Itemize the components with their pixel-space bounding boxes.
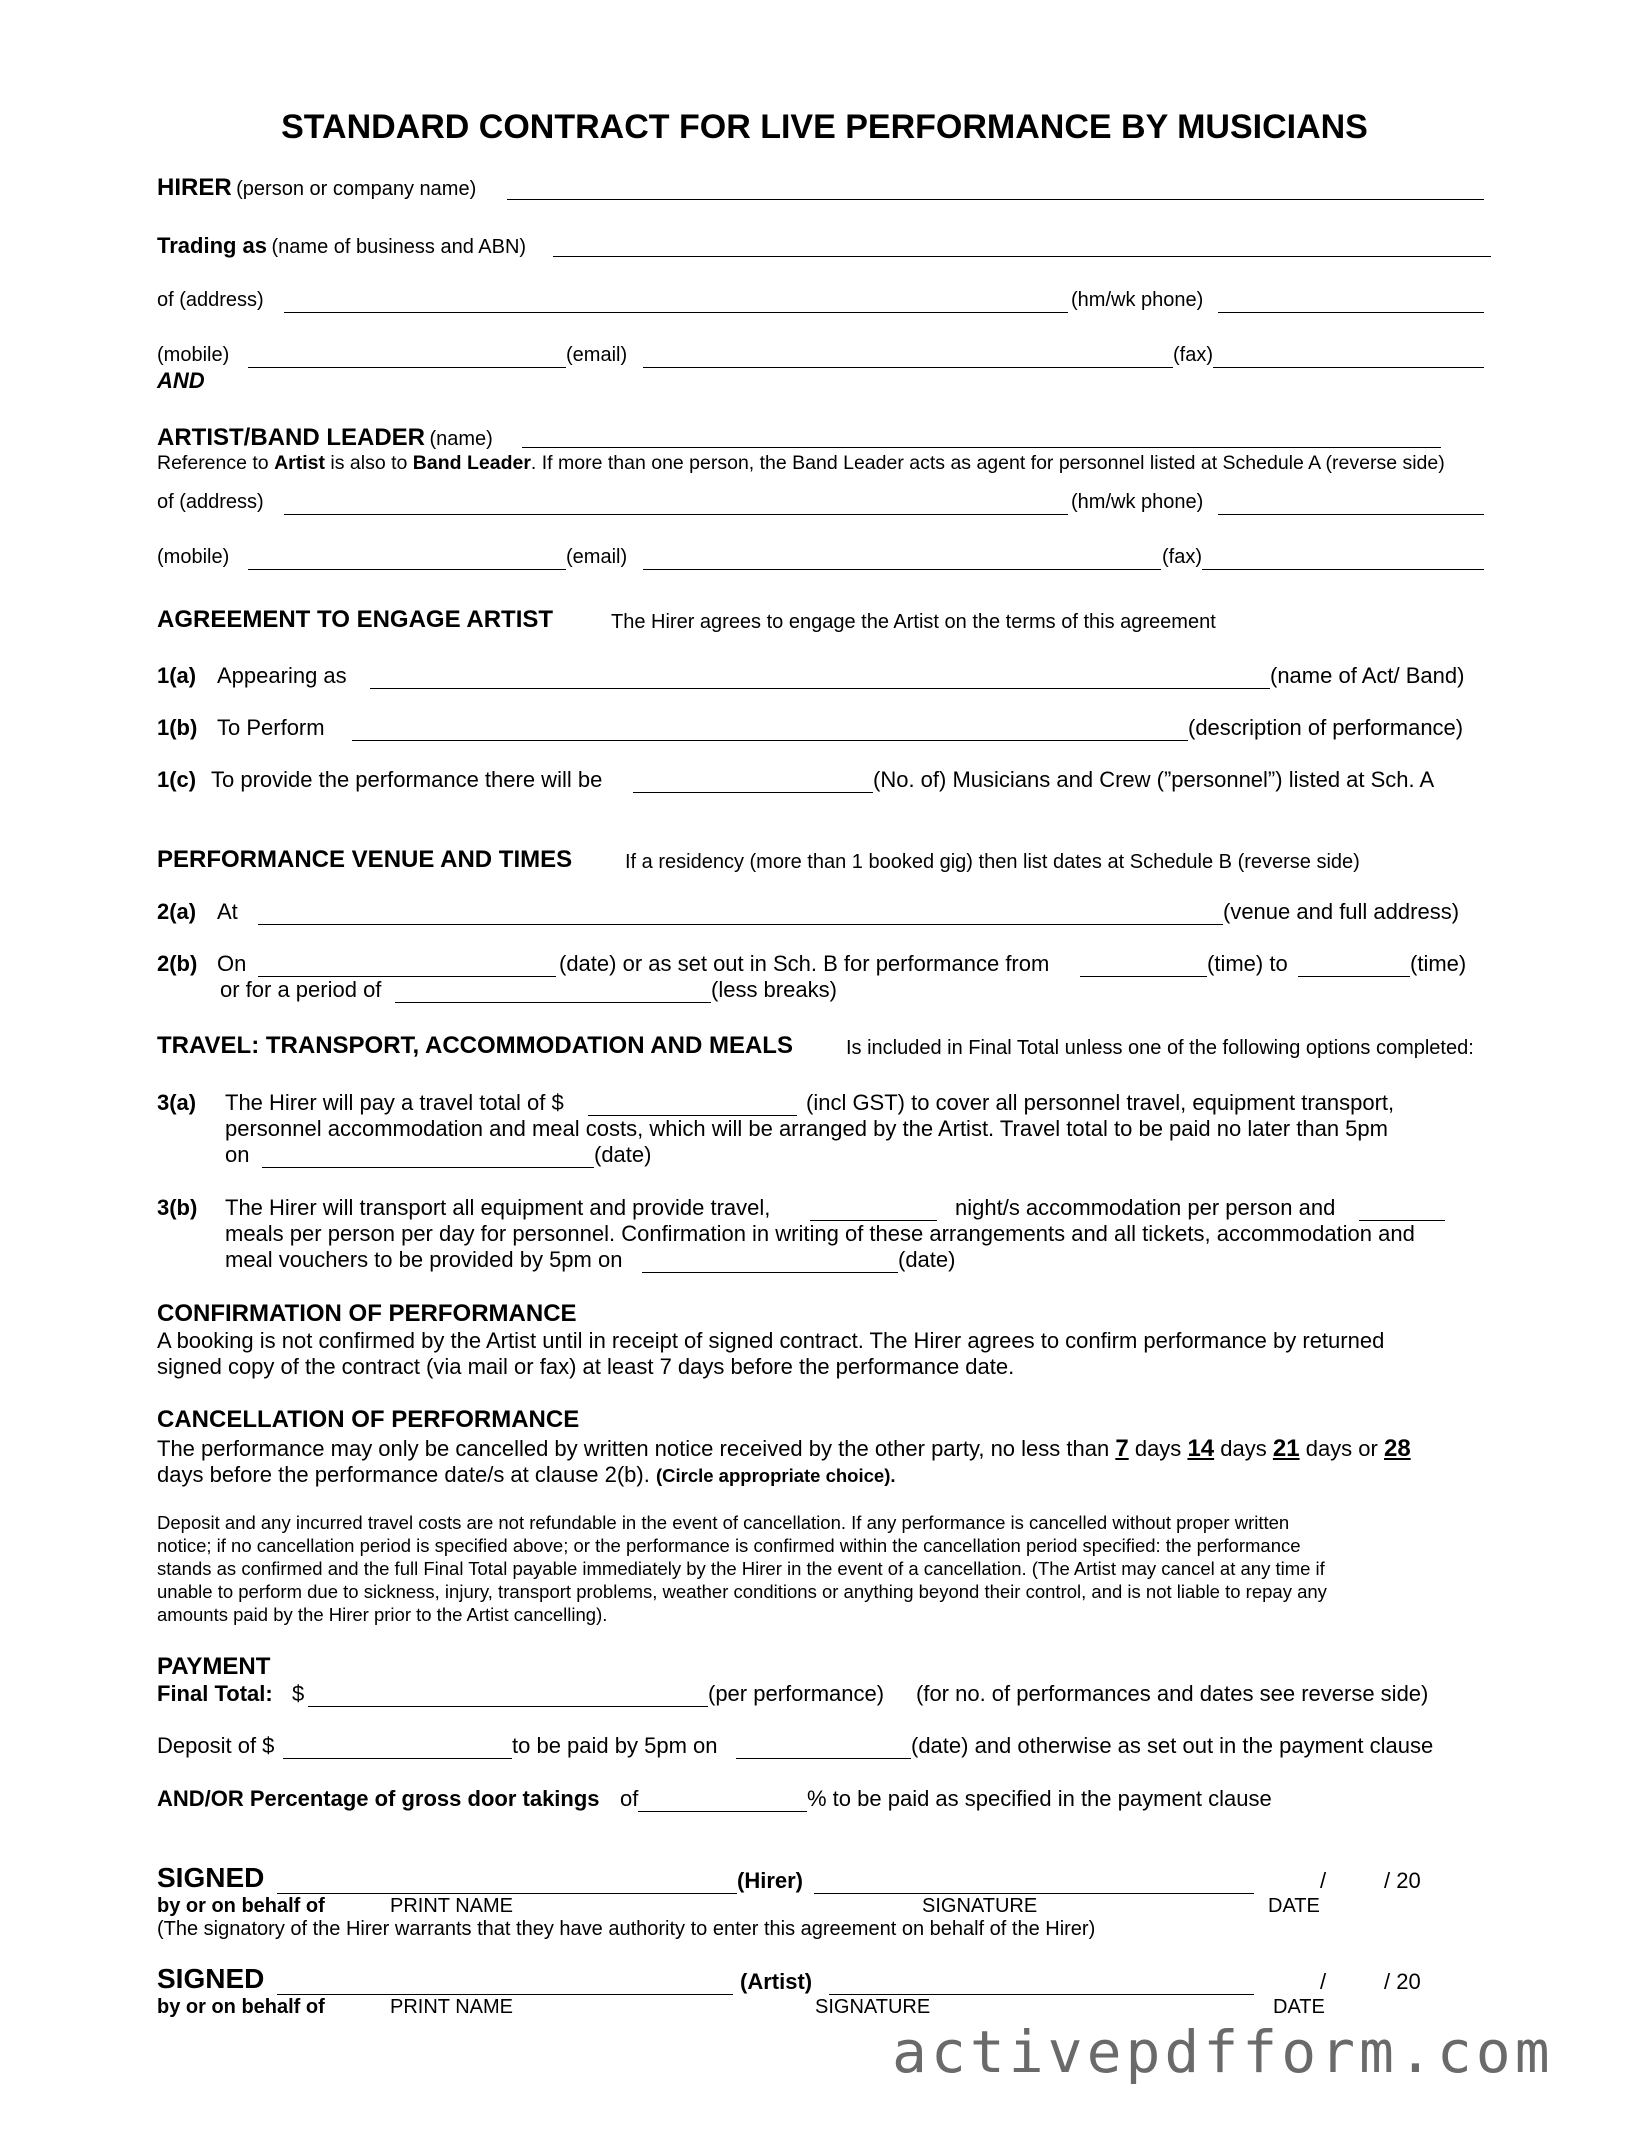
clause-1b-suffix: (description of performance) [1188, 715, 1464, 740]
clause-3b-line3-pre: meal vouchers to be provided by 5pm on [225, 1247, 623, 1272]
artist-label-note: (name) [429, 428, 493, 450]
clause-2b-period: or for a period of [220, 977, 382, 1002]
cancel-option-28-days[interactable]: 28 [1383, 1435, 1411, 1462]
cancellation-terms-line5: amounts paid by the Hirer prior to the Artist cancelling). [157, 1604, 608, 1625]
final-total-dollar: $ [292, 1681, 305, 1706]
artist-date-year[interactable]: / 20 [1384, 1969, 1421, 1994]
confirmation-heading: CONFIRMATION OF PERFORMANCE [157, 1300, 577, 1327]
circle-choice-note: (Circle appropriate choice). [655, 1465, 896, 1486]
agreement-heading: AGREEMENT TO ENGAGE ARTIST [157, 606, 554, 633]
clause-3b-line1-post: night/s accommodation per person and [955, 1195, 1336, 1220]
clause-3a-line3-date: (date) [594, 1142, 652, 1167]
days-label-1: days [1134, 1436, 1182, 1461]
hirer-fax-label: (fax) [1173, 344, 1213, 366]
clause-3b-number: 3(b) [157, 1195, 198, 1220]
hirer-phone-field[interactable] [1218, 312, 1484, 313]
final-total-field[interactable] [308, 1706, 708, 1707]
cancel-option-14-days[interactable]: 14 [1187, 1435, 1215, 1462]
reference-mid-text: is also to [325, 452, 413, 474]
artist-address-field[interactable] [284, 514, 1068, 515]
artist-fax-label: (fax) [1162, 546, 1202, 568]
performance-period-field[interactable] [395, 1002, 711, 1003]
payment-heading: PAYMENT [157, 1653, 271, 1680]
artist-signature-caption: SIGNATURE [815, 1996, 931, 2018]
confirmation-date-field[interactable] [642, 1272, 898, 1273]
travel-note: Is included in Final Total unless one of the following options completed: [846, 1037, 1474, 1059]
artist-behalf-label: by or on behalf of [157, 1996, 325, 2018]
artist-date-slash[interactable]: / [1320, 1969, 1327, 1994]
hirer-label-row [157, 174, 476, 202]
cancellation-line1-text: The performance may only be cancelled by written notice received by the other party, no less than [157, 1436, 1110, 1461]
hirer-authority-note: (The signatory of the Hirer warrants that they have authority to enter this agreement on behalf of the Hirer) [157, 1918, 1096, 1940]
final-total-note: (for no. of performances and dates see reverse side) [916, 1681, 1429, 1706]
clause-2b-time-to: (time) to [1207, 951, 1288, 976]
agreement-note: The Hirer agrees to engage the Artist on the terms of this agreement [611, 611, 1216, 633]
travel-payment-date-field[interactable] [262, 1167, 594, 1168]
hirer-print-name-field[interactable] [277, 1893, 737, 1894]
clause-2a-number: 2(a) [157, 899, 197, 924]
artist-mobile-label: (mobile) [157, 546, 230, 568]
reference-leader-word: Band Leader [412, 452, 531, 474]
cancellation-terms-line1: Deposit and any incurred travel costs are not refundable in the event of cancellation. If any performance is cancelled without proper written [157, 1512, 1290, 1533]
cancellation-line1 [157, 1435, 1411, 1463]
end-time-field[interactable] [1298, 976, 1410, 977]
clause-2a-label: At [217, 899, 238, 924]
artist-phone-field[interactable] [1218, 514, 1484, 515]
final-total-label: Final Total: [157, 1681, 273, 1706]
deposit-date-field[interactable] [736, 1758, 911, 1759]
artist-signature-field[interactable] [829, 1994, 1254, 1995]
clause-2b-breaks: (less breaks) [711, 977, 837, 1002]
artist-print-name-field[interactable] [277, 1994, 733, 1995]
hirer-mobile-label: (mobile) [157, 344, 230, 366]
cancellation-line2-text: days before the performance date/s at clause 2(b). [157, 1462, 650, 1487]
hirer-print-name-caption: PRINT NAME [390, 1895, 513, 1917]
hirer-email-field[interactable] [643, 367, 1173, 368]
act-name-field[interactable] [370, 688, 1270, 689]
hirer-date-caption: DATE [1268, 1895, 1320, 1917]
days-label-3: days or [1305, 1436, 1378, 1461]
cancellation-terms-line2: notice; if no cancellation period is specified above; or the performance is confirmed within the cancellation period specified: the performance [157, 1535, 1301, 1556]
hirer-label-note: (person or company name) [236, 178, 477, 200]
final-total-per: (per performance) [708, 1681, 885, 1706]
door-takings-post: % to be paid as specified in the payment clause [807, 1786, 1272, 1811]
artist-signed-label: SIGNED [157, 1963, 265, 1994]
hirer-address-field[interactable] [284, 312, 1068, 313]
document-title: STANDARD CONTRACT FOR LIVE PERFORMANCE BY MUSICIANS [281, 108, 1368, 146]
cancel-option-21-days[interactable]: 21 [1272, 1435, 1300, 1462]
hirer-date-year[interactable]: / 20 [1384, 1868, 1421, 1893]
clause-1a-suffix: (name of Act/ Band) [1270, 663, 1465, 688]
door-takings-of: of [620, 1786, 639, 1811]
clause-2b-mid: (date) or as set out in Sch. B for performance from [559, 951, 1050, 976]
artist-phone-label: (hm/wk phone) [1071, 491, 1204, 513]
clause-1a-number: 1(a) [157, 663, 197, 688]
reference-pre-text: Reference to [157, 452, 275, 474]
travel-heading: TRAVEL: TRANSPORT, ACCOMMODATION AND MEALS [157, 1032, 793, 1059]
clause-3a-line1-post: (incl GST) to cover all personnel travel, equipment transport, [806, 1090, 1395, 1115]
artist-email-label: (email) [566, 546, 628, 568]
and-label: AND [157, 368, 205, 393]
watermark-text: activepdfform.com [892, 2018, 1554, 2086]
artist-name-field[interactable] [522, 447, 1441, 448]
artist-email-field[interactable] [643, 569, 1161, 570]
hirer-signature-caption: SIGNATURE [922, 1895, 1038, 1917]
hirer-behalf-label: by or on behalf of [157, 1895, 325, 1917]
clause-1c-number: 1(c) [157, 767, 197, 792]
hirer-fax-field[interactable] [1213, 367, 1484, 368]
cancellation-terms-line4: unable to perform due to sickness, injury, transport problems, weather conditions or anything beyond their control, and is not liable to repay any [157, 1581, 1327, 1602]
hirer-date-slash[interactable]: / [1320, 1868, 1327, 1893]
artist-mobile-field[interactable] [248, 569, 566, 570]
deposit-post: (date) and otherwise as set out in the payment clause [911, 1733, 1434, 1758]
deposit-label: Deposit of $ [157, 1733, 275, 1758]
hirer-name-field[interactable] [507, 199, 1484, 200]
clause-1b-label: To Perform [217, 715, 325, 740]
clause-2a-suffix: (venue and full address) [1223, 899, 1460, 924]
hirer-mobile-field[interactable] [248, 367, 566, 368]
clause-2b-number: 2(b) [157, 951, 198, 976]
hirer-role-label: (Hirer) [737, 1868, 804, 1893]
start-time-field[interactable] [1080, 976, 1207, 977]
venue-note: If a residency (more than 1 booked gig) then list dates at Schedule B (reverse side) [625, 851, 1360, 873]
trading-label-row [157, 233, 526, 259]
clause-3a-line3-on: on [225, 1142, 250, 1167]
door-takings-label: AND/OR Percentage of gross door takings [157, 1786, 600, 1811]
trading-as-field[interactable] [553, 256, 1491, 257]
artist-print-name-caption: PRINT NAME [390, 1996, 513, 2018]
venue-address-field[interactable] [258, 924, 1223, 925]
deposit-amount-field[interactable] [283, 1758, 512, 1759]
deposit-mid: to be paid by 5pm on [512, 1733, 718, 1758]
door-percentage-field[interactable] [638, 1811, 807, 1812]
days-label-2: days [1220, 1436, 1267, 1461]
reference-post-text: . If more than one person, the Band Leader acts as agent for personnel listed at Schedule A (reverse side) [530, 452, 1445, 474]
clause-1c-label: To provide the performance there will be [211, 767, 603, 792]
clause-3b-line1-pre: The Hirer will transport all equipment and provide travel, [225, 1195, 771, 1220]
clause-3b-line2: meals per person per day for personnel. Confirmation in writing of these arrangements and all tickets, accommodation and [225, 1221, 1415, 1246]
confirmation-line1: A booking is not confirmed by the Artist until in receipt of signed contract. The Hirer agrees to confirm performance by returned [157, 1328, 1385, 1353]
artist-address-label: of (address) [157, 491, 264, 513]
artist-label: ARTIST/BAND LEADER [157, 424, 425, 451]
clause-1b-number: 1(b) [157, 715, 198, 740]
trading-label: Trading as [157, 233, 268, 258]
reference-artist-word: Artist [274, 452, 325, 474]
performance-description-field[interactable] [352, 740, 1188, 741]
cancel-option-7-days[interactable]: 7 [1115, 1435, 1129, 1462]
artist-reference-note [157, 452, 1445, 475]
confirmation-line2: signed copy of the contract (via mail or fax) at least 7 days before the performance date. [157, 1354, 1015, 1379]
hirer-signed-label: SIGNED [157, 1862, 265, 1893]
hirer-email-label: (email) [566, 344, 628, 366]
cancellation-heading: CANCELLATION OF PERFORMANCE [157, 1406, 580, 1433]
hirer-phone-label: (hm/wk phone) [1071, 289, 1204, 311]
hirer-address-label: of (address) [157, 289, 264, 311]
clause-3a-line2: personnel accommodation and meal costs, which will be arranged by the Artist. Travel total to be paid no later than 5pm [225, 1116, 1388, 1141]
cancellation-line2 [157, 1462, 896, 1488]
artist-date-caption: DATE [1273, 1996, 1325, 2018]
artist-role-label: (Artist) [740, 1969, 813, 1994]
clause-3b-line3-date: (date) [898, 1247, 956, 1272]
venue-heading: PERFORMANCE VENUE AND TIMES [157, 846, 573, 873]
clause-3a-line1-pre: The Hirer will pay a travel total of $ [225, 1090, 564, 1115]
hirer-label: HIRER [157, 174, 232, 201]
clause-1c-suffix: (No. of) Musicians and Crew (”personnel”) listed at Sch. A [873, 767, 1435, 792]
hirer-signature-field[interactable] [814, 1893, 1254, 1894]
cancellation-terms-line3: stands as confirmed and the full Final Total payable immediately by the Hirer in the event of a cancellation. (The Artist may cancel at any time if [157, 1558, 1325, 1579]
clause-1a-label: Appearing as [217, 663, 347, 688]
artist-fax-field[interactable] [1202, 569, 1484, 570]
musicians-count-field[interactable] [633, 792, 873, 793]
trading-note: (name of business and ABN) [271, 236, 527, 258]
clause-2b-on: On [217, 951, 247, 976]
clause-3a-number: 3(a) [157, 1090, 197, 1115]
clause-2b-time: (time) [1410, 951, 1467, 976]
artist-label-row [157, 424, 493, 452]
